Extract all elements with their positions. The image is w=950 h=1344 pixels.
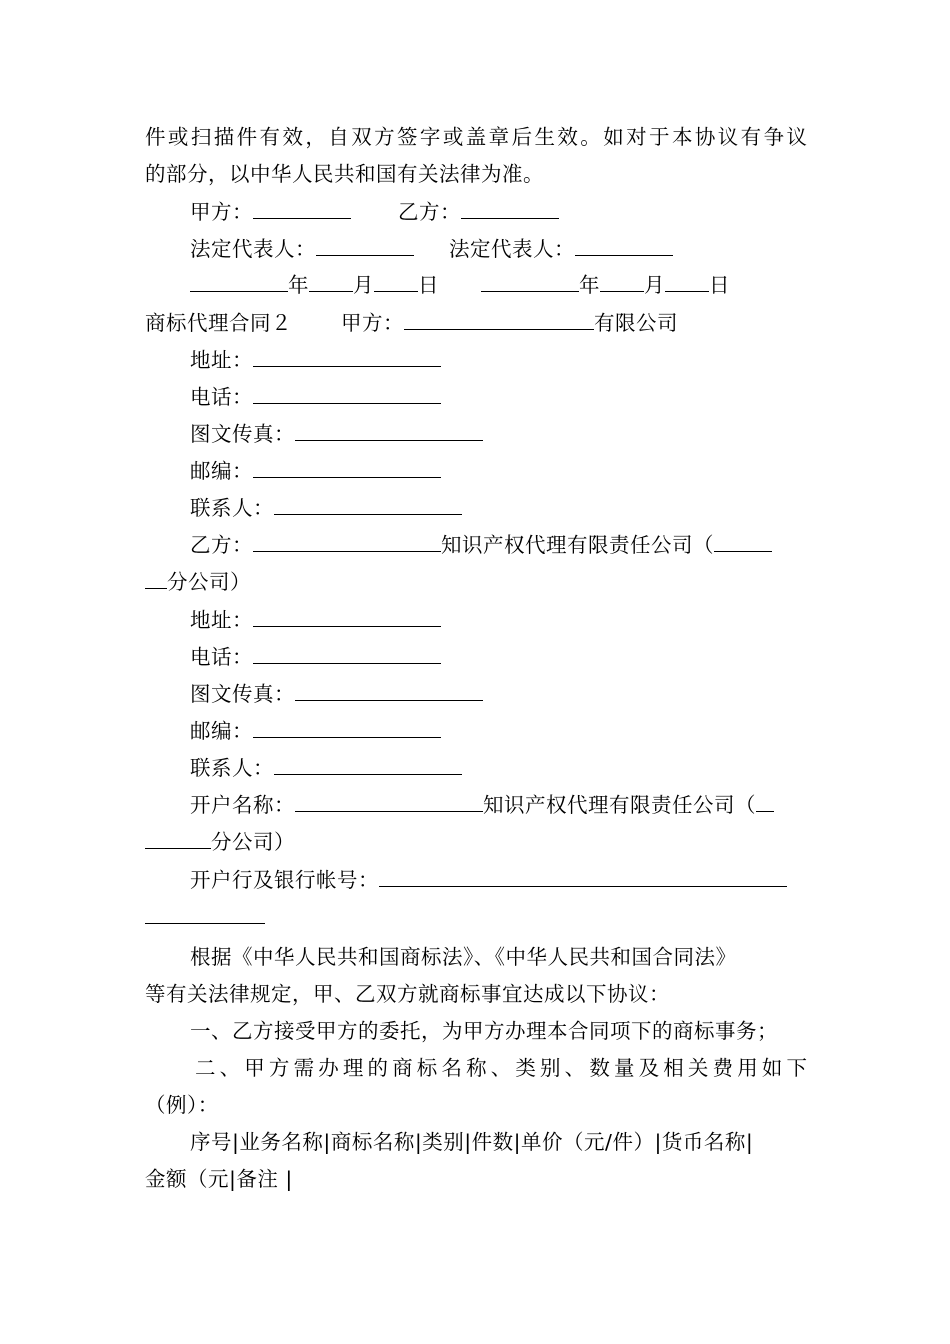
blank-field: [253, 200, 351, 219]
party-b-line: [190, 532, 772, 558]
blank-field: [379, 868, 787, 887]
field-label: 联系人：: [190, 756, 274, 780]
bank-account-continuation: [145, 904, 265, 930]
year-label: 年: [579, 273, 600, 297]
contract-title: 商标代理合同２: [145, 311, 292, 335]
field-label: 邮编：: [190, 459, 253, 483]
field-label: 图文传真：: [190, 422, 295, 446]
clause-2-continuation: （例）：: [145, 1093, 219, 1117]
field-label: 图文传真：: [190, 682, 295, 706]
date-line: [190, 272, 439, 298]
blank-field: [253, 348, 441, 367]
blank-field: [190, 273, 288, 292]
company-name: 知识产权代理有限责任公司（: [483, 793, 756, 817]
signature-line-party: [190, 199, 351, 225]
blank-field: [461, 200, 559, 219]
blank-field: [600, 273, 644, 292]
blank-field: [253, 645, 441, 664]
bank-account-line: [190, 867, 787, 893]
address-line: [190, 607, 441, 633]
paragraph-line: 的部分，以中华人民共和国有关法律为准。: [145, 162, 544, 186]
fax-line: [190, 681, 483, 707]
branch-label: 分公司）: [167, 570, 251, 594]
branch-label: 分公司）: [211, 830, 295, 854]
day-label: 日: [709, 273, 730, 297]
field-label: 地址：: [190, 608, 253, 632]
blank-field: [309, 273, 353, 292]
blank-field: [295, 422, 483, 441]
blank-field: [145, 830, 211, 849]
field-label: 电话：: [190, 385, 253, 409]
blank-field: [295, 793, 483, 812]
clause-2: 二、甲方需办理的商标名称、类别、数量及相关费用如下: [195, 1056, 807, 1080]
contact-line: [190, 755, 462, 781]
month-label: 月: [353, 273, 374, 297]
account-name-line: [190, 792, 774, 818]
postcode-line: [190, 718, 441, 744]
table-header-line: 序号|业务名称|商标名称|类别|件数|单价（元/件）|货币名称|: [190, 1130, 754, 1154]
blank-field: [253, 459, 441, 478]
day-label: 日: [418, 273, 439, 297]
contract-title-line: [145, 310, 292, 336]
blank-field: [575, 237, 673, 256]
postcode-line: [190, 458, 441, 484]
rep-b-label: 法定代表人：: [449, 237, 575, 261]
blank-field: [481, 273, 579, 292]
blank-field: [295, 682, 483, 701]
blank-field: [374, 273, 418, 292]
blank-field: [404, 311, 594, 330]
field-label: 地址：: [190, 348, 253, 372]
blank-field: [316, 237, 414, 256]
blank-field: [274, 756, 462, 775]
field-label: 电话：: [190, 645, 253, 669]
table-header-line: 金额（元|备注 |: [145, 1167, 293, 1191]
fax-line: [190, 421, 483, 447]
branch-line: [145, 569, 251, 595]
phone-line: [190, 384, 441, 410]
blank-field: [756, 793, 774, 812]
blank-field: [253, 385, 441, 404]
blank-field: [714, 533, 772, 552]
party-a-line: [341, 310, 678, 336]
address-line: [190, 347, 441, 373]
blank-field: [253, 533, 441, 552]
blank-field: [253, 719, 441, 738]
phone-line: [190, 644, 441, 670]
branch-line: [145, 829, 295, 855]
rep-a-label: 法定代表人：: [190, 237, 316, 261]
blank-field: [253, 608, 441, 627]
blank-field: [274, 496, 462, 515]
field-label: 开户行及银行帐号：: [190, 868, 379, 892]
signature-line-rep: [190, 236, 414, 262]
blank-field: [145, 570, 167, 589]
year-label: 年: [288, 273, 309, 297]
signature-line-rep: [449, 236, 673, 262]
paragraph-line: 件或扫描件有效，自双方签字或盖章后生效。如对于本协议有争议: [145, 125, 807, 149]
date-line: [481, 272, 730, 298]
field-label: 邮编：: [190, 719, 253, 743]
party-b-label: 乙方：: [190, 533, 253, 557]
blank-field: [145, 905, 265, 924]
paragraph-line: 根据《中华人民共和国商标法》、《中华人民共和国合同法》: [190, 945, 737, 969]
party-a-label: 甲方：: [341, 311, 404, 335]
party-b-label: 乙方：: [398, 200, 461, 224]
paragraph-line: 等有关法律规定，甲、乙双方就商标事宜达成以下协议：: [145, 982, 670, 1006]
month-label: 月: [644, 273, 665, 297]
blank-field: [665, 273, 709, 292]
signature-line-party: [398, 199, 559, 225]
field-label: 开户名称：: [190, 793, 295, 817]
contact-line: [190, 495, 462, 521]
company-suffix: 有限公司: [594, 311, 678, 335]
party-a-label: 甲方：: [190, 200, 253, 224]
field-label: 联系人：: [190, 496, 274, 520]
clause-1: 一、乙方接受甲方的委托，为甲方办理本合同项下的商标事务；: [190, 1019, 778, 1043]
company-name: 知识产权代理有限责任公司（: [441, 533, 714, 557]
